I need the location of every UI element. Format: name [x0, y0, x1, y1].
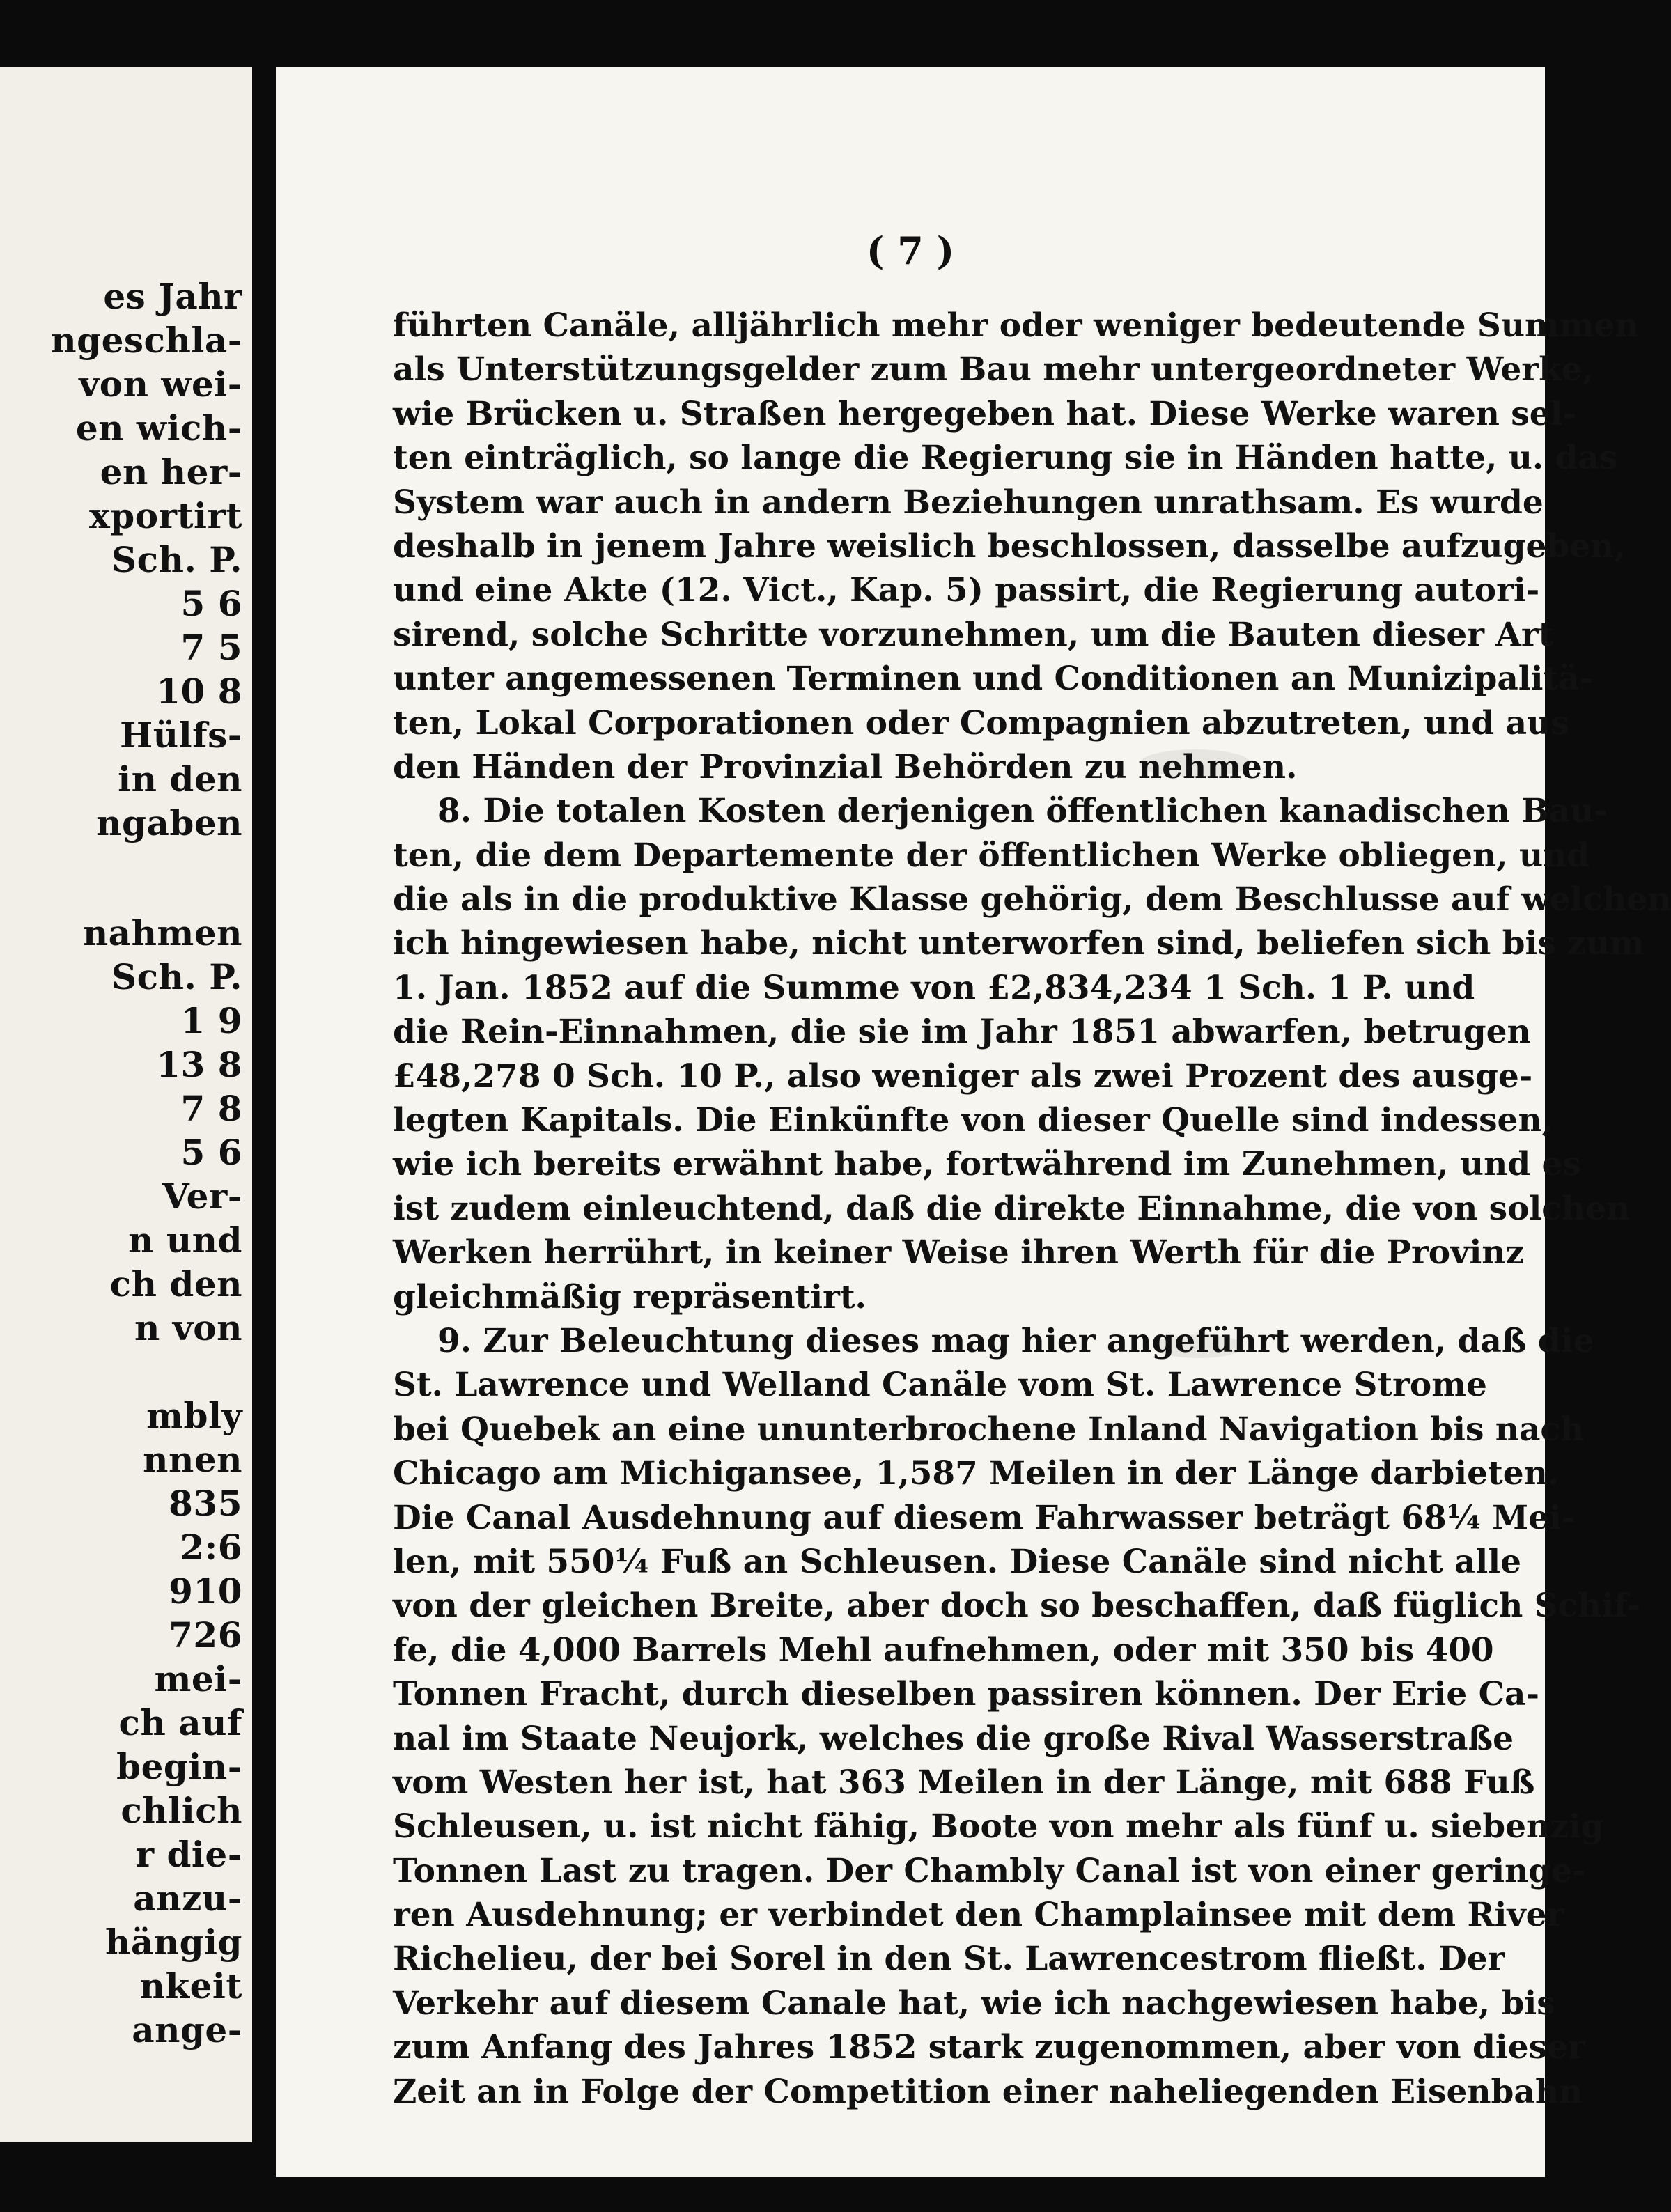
left-line: nkeit: [139, 1965, 242, 2007]
text-line: Chicago am Michigansee, 1,587 Meilen in der Länge darbieten.: [393, 1454, 1560, 1493]
text-line: ist zudem einleuchtend, daß die direkte Einnahme, die von solchen: [393, 1189, 1631, 1228]
left-line: 5 6: [180, 1132, 242, 1173]
text-line: gleichmäßig repräsentirt.: [393, 1277, 866, 1316]
left-line: 7 8: [180, 1088, 242, 1129]
text-line: führten Canäle, alljährlich mehr oder weniger bedeutende Summen: [393, 306, 1639, 345]
text-line: zum Anfang des Jahres 1852 stark zugenommen, aber von dieser: [393, 2028, 1585, 2067]
left-line: n und: [128, 1220, 242, 1261]
text-line: von der gleichen Breite, aber doch so beschaffen, daß füglich Schif-: [393, 1587, 1641, 1626]
left-line: en her-: [100, 451, 242, 492]
text-line: legten Kapitals. Die Einkünfte von dieser Quelle sind indessen,: [393, 1101, 1553, 1140]
left-line: 2:6: [180, 1527, 242, 1568]
left-line: 835: [169, 1483, 242, 1524]
text-line: den Händen der Provinzial Behörden zu nehmen.: [393, 747, 1298, 786]
left-line: es Jahr: [103, 276, 242, 317]
left-line: hängig: [104, 1922, 242, 1963]
left-line: r die-: [135, 1834, 242, 1875]
left-line: xportirt: [89, 495, 242, 536]
text-line: nal im Staate Neujork, welches die große Rival Wasserstraße: [393, 1719, 1514, 1758]
left-line: 13 8: [156, 1044, 242, 1085]
page-gutter: [252, 67, 276, 2142]
left-line: 10 8: [156, 671, 242, 712]
text-line: ten, die dem Departemente der öffentlichen Werke obliegen, und: [393, 836, 1590, 875]
left-line: nahmen: [82, 912, 242, 953]
left-line: in den: [118, 758, 242, 800]
left-line: 910: [169, 1571, 242, 1612]
text-line: ten einträglich, so lange die Regierung sie in Händen hatte, u. das: [393, 439, 1618, 478]
text-line: 1. Jan. 1852 auf die Summe von £2,834,234 1 Sch. 1 P. und: [393, 968, 1475, 1007]
text-line: vom Westen her ist, hat 363 Meilen in der Länge, mit 688 Fuß: [393, 1763, 1535, 1802]
text-line: ten, Lokal Corporationen oder Compagnien abzutreten, und aus: [393, 703, 1569, 742]
left-line: 7 5: [180, 627, 242, 668]
text-line: Tonnen Fracht, durch dieselben passiren können. Der Erie Ca-: [393, 1675, 1539, 1714]
paragraph-start-line: 8. Die totalen Kosten derjenigen öffentlichen kanadischen Bau-: [437, 792, 1608, 831]
page-number: ( 7 ): [866, 228, 955, 273]
text-line: len, mit 550¼ Fuß an Schleusen. Diese Canäle sind nicht alle: [393, 1542, 1522, 1581]
text-line: St. Lawrence und Welland Canäle vom St. Lawrence Strome: [393, 1366, 1487, 1405]
left-page-fragment: [0, 67, 252, 2142]
text-line: ren Ausdehnung; er verbindet den Champlainsee mit dem River: [393, 1896, 1564, 1935]
left-line: 726: [169, 1614, 242, 1656]
left-line: ngeschla-: [51, 320, 242, 361]
text-line: und eine Akte (12. Vict., Kap. 5) passirt, die Regierung autori-: [393, 571, 1540, 610]
body-text: [393, 304, 1671, 2114]
text-line: fe, die 4,000 Barrels Mehl aufnehmen, oder mit 350 bis 400: [393, 1630, 1494, 1669]
text-line: unter angemessenen Terminen und Conditionen an Munizipalitä-: [393, 660, 1594, 699]
text-line: Richelieu, der bei Sorel in den St. Lawrencestrom fließt. Der: [393, 1940, 1505, 1979]
left-line: nnen: [143, 1439, 242, 1480]
left-line: ngaben: [96, 802, 242, 843]
text-line: Tonnen Last zu tragen. Der Chambly Canal ist von einer geringe-: [393, 1851, 1586, 1890]
text-line: Zeit an in Folge der Competition einer naheliegenden Eisenbahn: [393, 2072, 1583, 2111]
left-line: von wei-: [79, 364, 242, 405]
left-line: ange-: [132, 2009, 242, 2050]
text-line: Werken herrührt, in keiner Weise ihren Werth für die Provinz: [393, 1233, 1525, 1272]
left-line: Ver-: [162, 1176, 242, 1217]
text-line: Schleusen, u. ist nicht fähig, Boote von mehr als fünf u. siebenzig: [393, 1807, 1604, 1846]
left-line: chlich: [121, 1790, 242, 1831]
text-line: £48,278 0 Sch. 10 P., also weniger als zwei Prozent des ausge-: [393, 1057, 1533, 1096]
text-line: wie ich bereits erwähnt habe, fortwährend im Zunehmen, und es: [393, 1145, 1581, 1184]
text-line: sirend, solche Schritte vorzunehmen, um die Bauten dieser Art: [393, 615, 1554, 654]
text-line: die Rein-Einnahmen, die sie im Jahr 1851 abwarfen, betrugen: [393, 1013, 1531, 1052]
text-line: wie Brücken u. Straßen hergegeben hat. Diese Werke waren sel-: [393, 394, 1577, 433]
text-line: die als in die produktive Klasse gehörig, dem Beschlusse auf welchen: [393, 880, 1671, 919]
left-line: n von: [134, 1307, 242, 1348]
left-line: ch auf: [118, 1702, 242, 1743]
text-line: bei Quebek an eine ununterbrochene Inland Navigation bis nach: [393, 1410, 1585, 1449]
left-line: en wich-: [75, 407, 242, 449]
left-line: Sch. P.: [111, 956, 242, 997]
left-line: mei-: [154, 1658, 242, 1699]
left-line: Hülfs-: [120, 715, 242, 756]
left-line: Sch. P.: [111, 539, 242, 580]
left-line: anzu-: [133, 1878, 242, 1919]
left-line: 1 9: [180, 1000, 242, 1041]
text-line: Verkehr auf diesem Canale hat, wie ich nachgewiesen habe, bis: [393, 1984, 1555, 2023]
left-line: mbly: [146, 1395, 242, 1436]
text-line: als Unterstützungsgelder zum Bau mehr untergeordneter Werke,: [393, 350, 1594, 389]
text-line: Die Canal Ausdehnung auf diesem Fahrwasser beträgt 68¼ Mei-: [393, 1498, 1576, 1537]
left-line: 5 6: [180, 583, 242, 624]
left-line: begin-: [116, 1746, 242, 1787]
left-line: ch den: [109, 1263, 242, 1304]
text-line: deshalb in jenem Jahre weislich beschlossen, dasselbe aufzugeben,: [393, 527, 1626, 566]
text-line: ich hingewiesen habe, nicht unterworfen sind, beliefen sich bis zum: [393, 924, 1645, 963]
paragraph-start-line: 9. Zur Beleuchtung dieses mag hier angeführt werden, daß die: [437, 1321, 1594, 1360]
book-page: [276, 67, 1671, 2177]
text-line: System war auch in andern Beziehungen unrathsam. Es wurde: [393, 483, 1544, 522]
